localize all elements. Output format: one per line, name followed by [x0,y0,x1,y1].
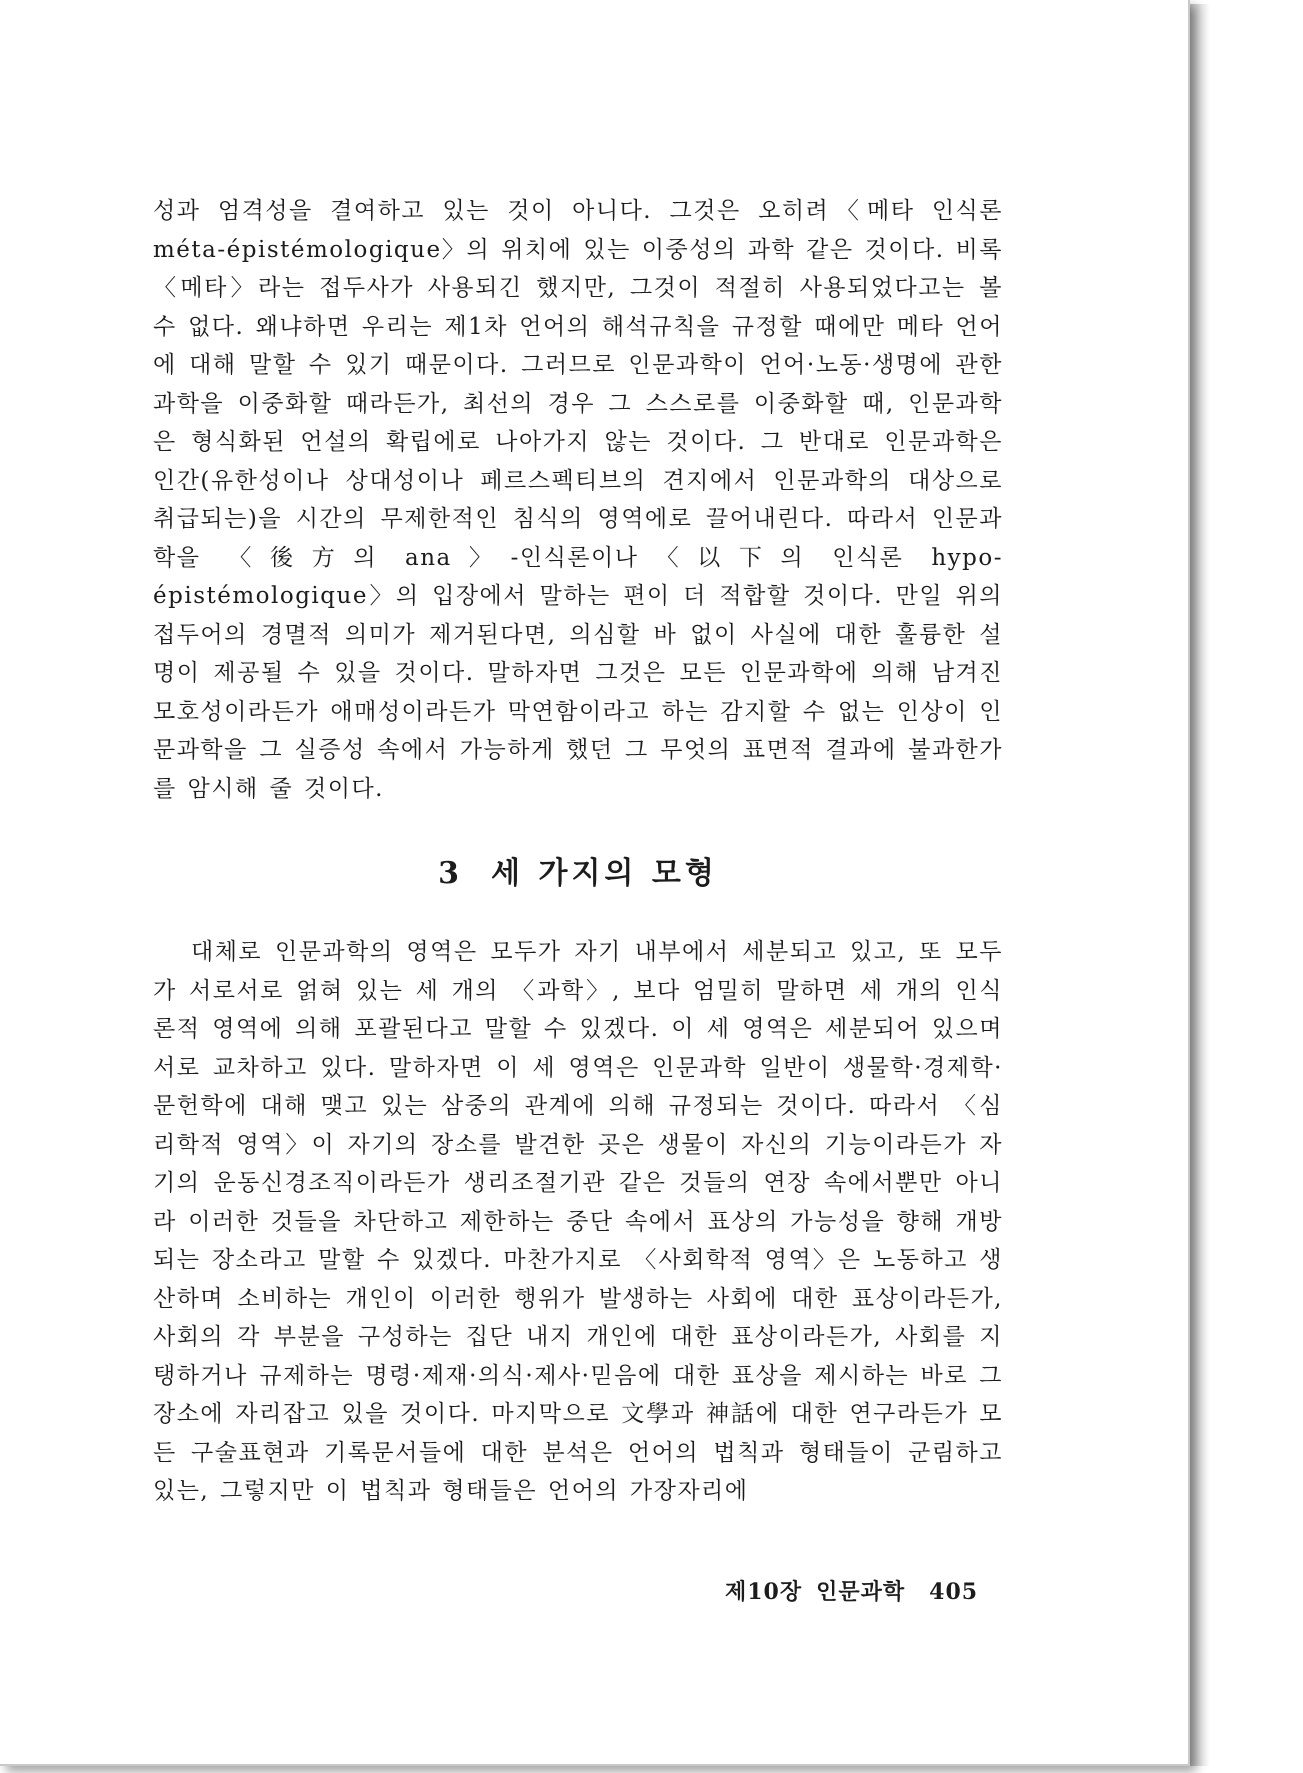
page-stack-edge [1190,4,1210,1766]
bottom-text-block [153,933,1003,1511]
footer-title: 인문과학 [816,1579,906,1605]
running-footer [725,1575,978,1606]
section-heading [153,848,1003,892]
page-number: 405 [929,1579,979,1605]
section-title: 세 가지의 모형 [491,856,718,891]
top-text-block [153,192,1003,808]
footer-chapter: 제10장 [725,1579,803,1605]
section-number: 3 [438,856,464,891]
paragraph-section-body: 대체로 인문과학의 영역은 모두가 자기 내부에서 세분되고 있고, 또 모두가 서로서로 얽혀 있는 세 개의 〈과학〉, 보다 엄밀히 말하면 세 개의 인식론적 영역에 의해 포괄된다고 말할 수 있겠다. 이 세 영역은 세분되어 있으며 서로 교차하고 있다. 말하자면 이 세 영역은 인문과학 일반이 생물학·경제학·문헌학에 대해 맺고 있는 삼중의 관계에 의해 규정되는 것이다. 따라서 〈심리학적 영역〉이 자기의 장소를 발견한 곳은 생물이 자신의 기능이라든가 자기의 운동신경조직이라든가 생리조절기관 같은 것들의 연장 속에서뿐만 아니라 이러한 것들을 차단하고 제한하는 중단 속에서 표상의 가능성을 향해 개방되는 장소라고 말할 수 있겠다. 마찬가지로 〈사회학적 영역〉은 노동하고 생산하며 소비하는 개인이 이러한 행위가 발생하는 사회에 대한 표상이라든가, 사회의 각 부분을 구성하는 집단 내지 개인에 대한 표상이라든가, 사회를 지탱하거나 규제하는 명령·제재·의식·제사·믿음에 대한 표상을 제시하는 바로 그 장소에 자리잡고 있을 것이다. 마지막으로 文學과 神話에 대한 연구라든가 모든 구술표현과 기록문서들에 대한 분석은 언어의 법칙과 형태들이 군림하고 있는, 그렇지만 이 법칙과 형태들은 언어의 가장자리에 [153,939,1003,1504]
paragraph-continued: 성과 엄격성을 결여하고 있는 것이 아니다. 그것은 오히려〈메타 인식론 méta-épistémologique〉의 위치에 있는 이중성의 과학 같은 것이다. 비록 〈메타〉라는 접두사가 사용되긴 했지만, 그것이 적절히 사용되었다고는 볼 수 없다. 왜냐하면 우리는 제1차 언어의 해석규칙을 규정할 때에만 메타 언어에 대해 말할 수 있기 때문이다. 그러므로 인문과학이 언어·노동·생명에 관한 과학을 이중화할 때라든가, 최선의 경우 그 스스로를 이중화할 때, 인문과학은 형식화된 언설의 확립에로 나아가지 않는 것이다. 그 반대로 인문과학은 인간(유한성이나 상대성이나 페르스펙티브의 견지에서 인문과학의 대상으로 취급되는)을 시간의 무제한적인 침식의 영역에로 끌어내린다. 따라서 인문과학을 〈後方의 ana〉-인식론이나〈以下의 인식론 hypo-épistémologique〉의 입장에서 말하는 편이 더 적합할 것이다. 만일 위의 접두어의 경멸적 의미가 제거된다면, 의심할 바 없이 사실에 대한 훌륭한 설명이 제공될 수 있을 것이다. 말하자면 그것은 모든 인문과학에 의해 남겨진 모호성이라든가 애매성이라든가 막연함이라고 하는 감지할 수 없는 인상이 인문과학을 그 실증성 속에서 가능하게 했던 그 무엇의 표면적 결과에 불과한가를 암시해 줄 것이다. [153,198,1003,802]
